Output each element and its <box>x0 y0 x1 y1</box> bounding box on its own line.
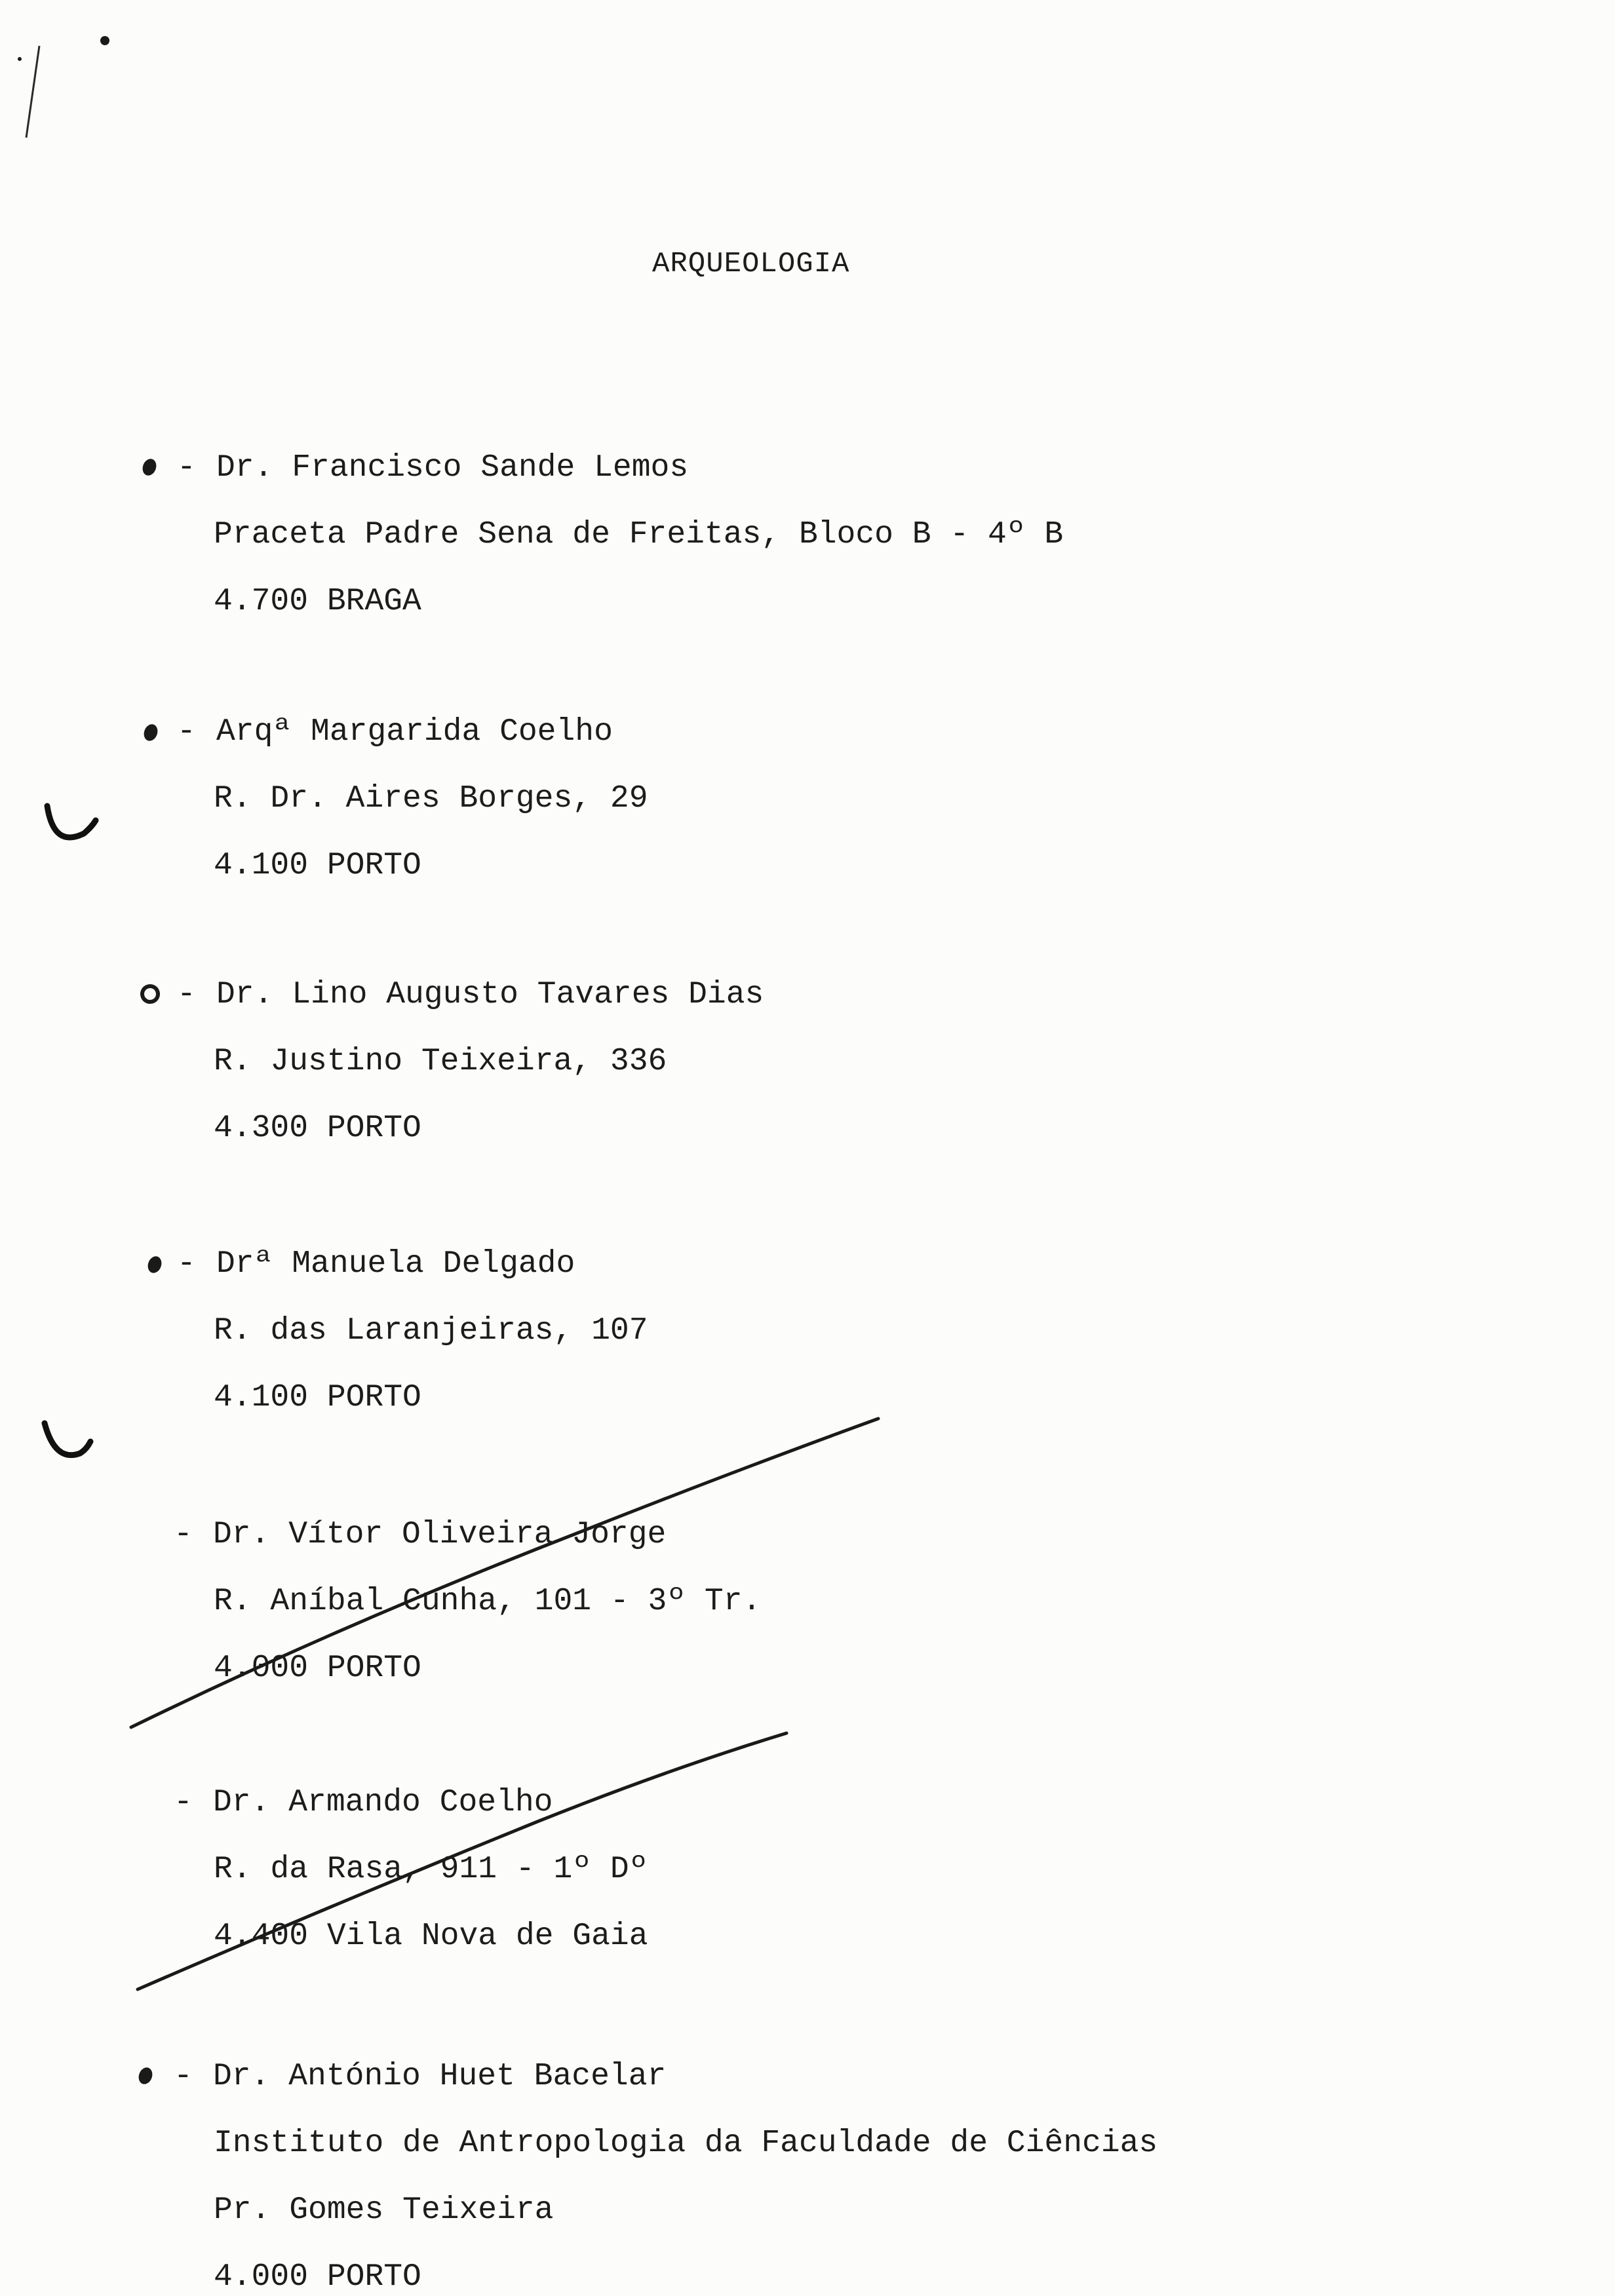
entry-dash: - <box>174 1517 193 1552</box>
handwritten-mark-icon <box>146 1254 164 1274</box>
margin-dot-icon <box>100 36 109 45</box>
contact-city: 4.100 PORTO <box>214 1380 421 1415</box>
contact-address: R. das Laranjeiras, 107 <box>214 1313 648 1349</box>
contact-address: R. Dr. Aires Borges, 29 <box>214 781 648 816</box>
contact-city: 4.400 Vila Nova de Gaia <box>214 1919 648 1954</box>
contact-name: Dr. Lino Augusto Tavares Dias <box>216 977 764 1012</box>
margin-check-icon <box>45 1423 90 1455</box>
contact-name: Dr. António Huet Bacelar <box>213 2059 667 2094</box>
contact-city: 4.700 BRAGA <box>214 584 421 619</box>
handwritten-mark-icon <box>138 982 163 1006</box>
page-title: ARQUEOLOGIA <box>652 248 850 280</box>
entry-dash: - <box>177 714 196 750</box>
entry-dash: - <box>174 1785 193 1820</box>
contact-address: R. da Rasa, 911 - 1º Dº <box>214 1852 648 1887</box>
contact-address: R. Aníbal Cunha, 101 - 3º Tr. <box>214 1584 762 1619</box>
contact-address: R. Justino Teixeira, 336 <box>214 1044 667 1079</box>
contact-city: 4.000 PORTO <box>214 1651 421 1686</box>
contact-name: Dr. Vítor Oliveira Jorge <box>213 1517 667 1552</box>
contact-city: 4.100 PORTO <box>214 848 421 883</box>
contact-name: Arqª Margarida Coelho <box>216 714 613 750</box>
contact-address: Praceta Padre Sena de Freitas, Bloco B - 4º B <box>214 517 1064 552</box>
margin-check-icon <box>47 806 96 837</box>
margin-stroke-icon <box>26 46 39 138</box>
handwritten-mark-icon <box>142 722 160 742</box>
contact-city: 4.300 PORTO <box>214 1111 421 1146</box>
handwritten-mark-icon <box>136 2065 155 2086</box>
margin-dot-icon <box>18 57 22 61</box>
handwritten-mark-icon <box>140 457 159 477</box>
entry-dash: - <box>177 1246 196 1282</box>
contact-city: 4.000 PORTO <box>214 2259 421 2295</box>
entry-dash: - <box>177 977 196 1012</box>
entry-dash: - <box>174 2059 193 2094</box>
contact-name: Drª Manuela Delgado <box>216 1246 575 1282</box>
contact-name: Dr. Francisco Sande Lemos <box>216 450 689 486</box>
contact-name: Dr. Armando Coelho <box>213 1785 553 1820</box>
contact-address: Instituto de Antropologia da Faculdade de Ciências <box>214 2126 1158 2161</box>
contact-address-2: Pr. Gomes Teixeira <box>214 2192 554 2228</box>
entry-dash: - <box>177 450 196 486</box>
